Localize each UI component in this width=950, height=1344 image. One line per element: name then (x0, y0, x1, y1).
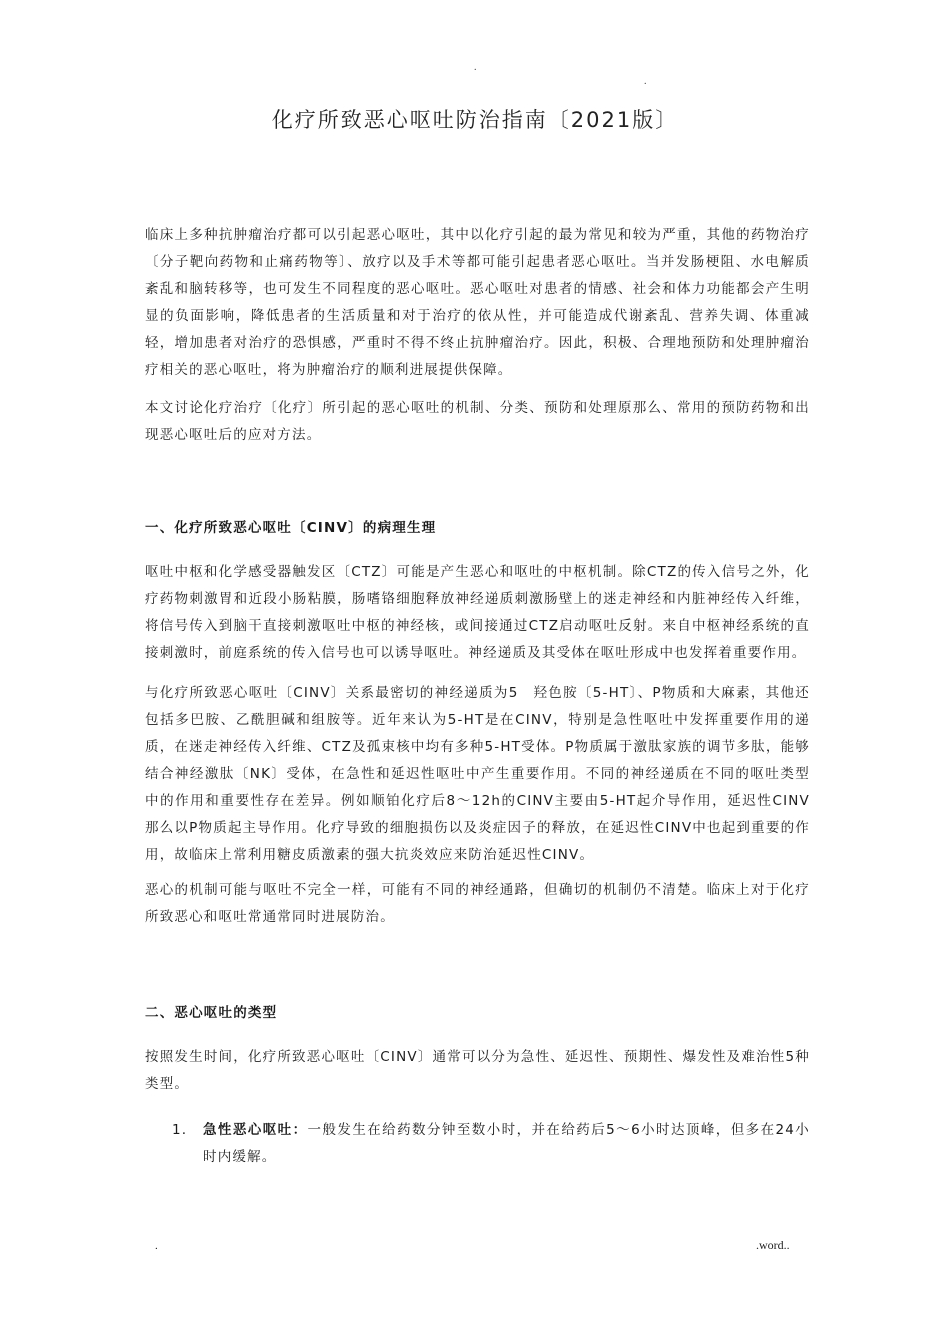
intro-paragraph-1: 临床上多种抗肿瘤治疗都可以引起恶心呕吐，其中以化疗引起的最为常见和较为严重，其他的药物治疗〔分子靶向药物和止痛药物等〕、放疗以及手术等都可能引起患者恶心呕吐。当并发肠梗阻、水电解质紊乱和脑转移等，也可发生不同程度的恶心呕吐。恶心呕吐对患者的情感、社会和体力功能都会产生明显的负面影响，降低患者的生活质量和对于治疗的依从性，并可能造成代谢紊乱、营养失调、体重减轻，增加患者对治疗的恐惧感，严重时不得不终止抗肿瘤治疗。因此，积极、合理地预防和处理肿瘤治疗相关的恶心呕吐，将为肿瘤治疗的顺利进展提供保障。 (145, 227, 810, 378)
header-dot-left: . (474, 62, 477, 73)
section-1-paragraph-3: 恶心的机制可能与呕吐不完全一样，可能有不同的神经通路，但确切的机制仍不清楚。临床上对于化疗所致恶心和呕吐常通常同时进展防治。 (145, 882, 810, 925)
section-2-paragraph-1: 按照发生时间，化疗所致恶心呕吐〔CINV〕通常可以分为急性、延迟性、预期性、爆发性及难治性5种类型。 (145, 1049, 810, 1092)
section-1-paragraph-1: 呕吐中枢和化学感受器触发区〔CTZ〕可能是产生恶心和呕吐的中枢机制。除CTZ的传入信号之外，化疗药物刺激胃和近段小肠粘膜，肠嗜铬细胞释放神经递质刺激肠壁上的迷走神经和内脏神经传入纤维，将信号传入到脑干直接刺激呕吐中枢的神经核，或间接通过CTZ启动呕吐反射。来自中枢神经系统的直接刺激时，前庭系统的传入信号也可以诱导呕吐。神经递质及其受体在呕吐形成中也发挥着重要作用。 (145, 564, 810, 661)
list-item-number: 1. (172, 1122, 188, 1138)
section-1-heading: 一、化疗所致恶心呕吐〔CINV〕的病理生理 (145, 520, 437, 536)
footer-watermark: .word.. (756, 1238, 790, 1252)
intro-paragraph-2: 本文讨论化疗治疗〔化疗〕所引起的恶心呕吐的机制、分类、预防和处理原那么、常用的预防药物和出现恶心呕吐后的应对方法。 (145, 400, 810, 443)
footer-dot: . (155, 1240, 158, 1252)
header-dot-right: . (644, 76, 647, 87)
list-item-body (203, 1117, 810, 1171)
section-2-heading: 二、恶心呕吐的类型 (145, 1005, 278, 1021)
list-item-text: 一般发生在给药数分钟至数小时，并在给药后5～6小时达顶峰，但多在24小时内缓解。 (203, 1122, 811, 1165)
list-item-term: 急性恶心呕吐： (203, 1122, 308, 1138)
document-title: 化疗所致恶心呕吐防治指南〔2021版〕 (271, 108, 679, 132)
section-1-paragraph-2: 与化疗所致恶心呕吐〔CINV〕关系最密切的神经递质为5 羟色胺〔5-HT〕、P物质和大麻素，其他还包括多巴胺、乙酰胆碱和组胺等。近年来认为5-HT是在CINV，特别是急性呕吐中发挥重要作用的递质，在迷走神经传入纤维、CTZ及孤束核中均有多种5-HT受体。P物质属于激肽家族的调节多肽，能够结合神经激肽〔NK〕受体，在急性和延迟性呕吐中产生重要作用。不同的神经递质在不同的呕吐类型中的作用和重要性存在差异。例如顺铂化疗后8～12h的CINV主要由5-HT起介导作用，延迟性CINV那么以P物质起主导作用。化疗导致的细胞损伤以及炎症因子的释放，在延迟性CINV中也起到重要的作用，故临床上常利用糖皮质激素的强大抗炎效应来防治延迟性CINV。 (145, 685, 810, 863)
